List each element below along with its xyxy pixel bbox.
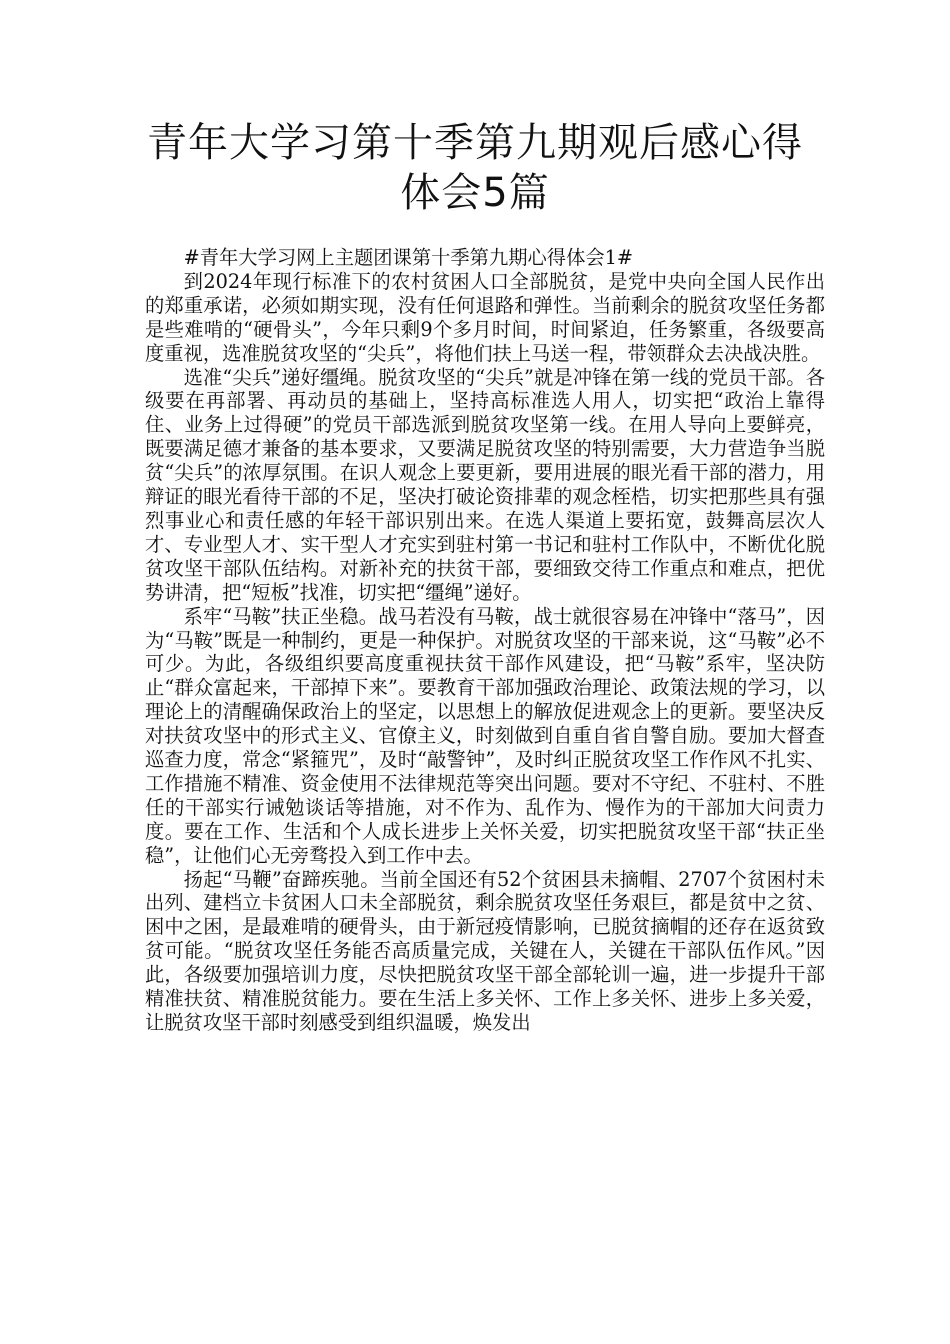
paragraph-whip: 扬起“马鞭”奋蹄疾驰。当前全国还有52个贫困县未摘帽、2707个贫困村未出列、建档立卡贫困人口未全部脱贫，剩余脱贫攻坚任务艰巨，都是贫中之贫、困中之困，是最难啃的硬骨头，由于新冠疫情影响，已脱贫摘帽的还存在返贫致贫可能。“脱贫攻坚任务能否高质量完成，关键在人，关键在干部队伍作风。”因此，各级要加强培训力度，尽快把脱贫攻坚干部全部轮训一遍，进一步提升干部精准扶贫、精准脱贫能力。要在生活上多关怀、工作上多关怀、进步上多关爱，让脱贫攻坚干部时刻感受到组织温暖，焕发出 bbox=[145, 867, 825, 1034]
document-title: 青年大学习第十季第九期观后感心得体会5篇 bbox=[147, 120, 803, 216]
paragraph-intro: 到2024年现行标准下的农村贫困人口全部脱贫，是党中央向全国人民作出的郑重承诺，必须如期实现，没有任何退路和弹性。当前剩余的脱贫攻坚任务都是些难啃的“硬骨头”，今年只剩9个多月时间，时间紧迫，任务繁重，各级要高度重视，选准脱贫攻坚的“尖兵”，将他们扶上马送一程，带领群众去决战决胜。 bbox=[145, 269, 825, 365]
section-heading: #青年大学习网上主题团课第十季第九期心得体会1# bbox=[183, 246, 634, 269]
document-body bbox=[145, 246, 825, 1035]
paragraph-select-vanguard: 选准“尖兵”递好缰绳。脱贫攻坚的“尖兵”就是冲锋在第一线的党员干部。各级要在再部署、再动员的基础上，坚持高标准选人用人，切实把“政治上靠得住、业务上过得硬”的党员干部选派到脱贫攻坚第一线。在用人导向上要鲜亮，既要满足德才兼备的基本要求，又要满足脱贫攻坚的特别需要，大力营造争当脱贫“尖兵”的浓厚氛围。在识人观念上要更新，要用进展的眼光看干部的潜力，用辩证的眼光看待干部的不足，坚决打破论资排辈的观念桎梏，切实把那些具有强烈事业心和责任感的年轻干部识别出来。在选人渠道上要拓宽，鼓舞高层次人才、专业型人才、实干型人才充实到驻村第一书记和驻村工作队中，不断优化脱贫攻坚干部队伍结构。对新补充的扶贫干部，要细致交待工作重点和难点，把优势讲清，把“短板”找准，切实把“缰绳”递好。 bbox=[145, 365, 825, 604]
paragraph-saddle: 系牢“马鞍”扶正坐稳。战马若没有马鞍，战士就很容易在冲锋中“落马”，因为“马鞍”既是一种制约，更是一种保护。对脱贫攻坚的干部来说，这“马鞍”必不可少。为此，各级组织要高度重视扶贫干部作风建设，把“马鞍”系牢，坚决防止“群众富起来，干部掉下来”。要教育干部加强政治理论、政策法规的学习，以理论上的清醒确保政治上的坚定，以思想上的解放促进观念上的更新。要坚决反对扶贫攻坚中的形式主义、官僚主义，时刻做到自重自省自警自励。要加大督查巡查力度，常念“紧箍咒”，及时“敲警钟”，及时纠正脱贫攻坚工作作风不扎实、工作措施不精准、资金使用不法律规范等突出问题。要对不守纪、不驻村、不胜任的干部实行诫勉谈话等措施，对不作为、乱作为、慢作为的干部加大问责力度。要在工作、生活和个人成长进步上关怀关爱，切实把脱贫攻坚干部“扶正坐稳”，让他们心无旁骛投入到工作中去。 bbox=[145, 604, 825, 867]
